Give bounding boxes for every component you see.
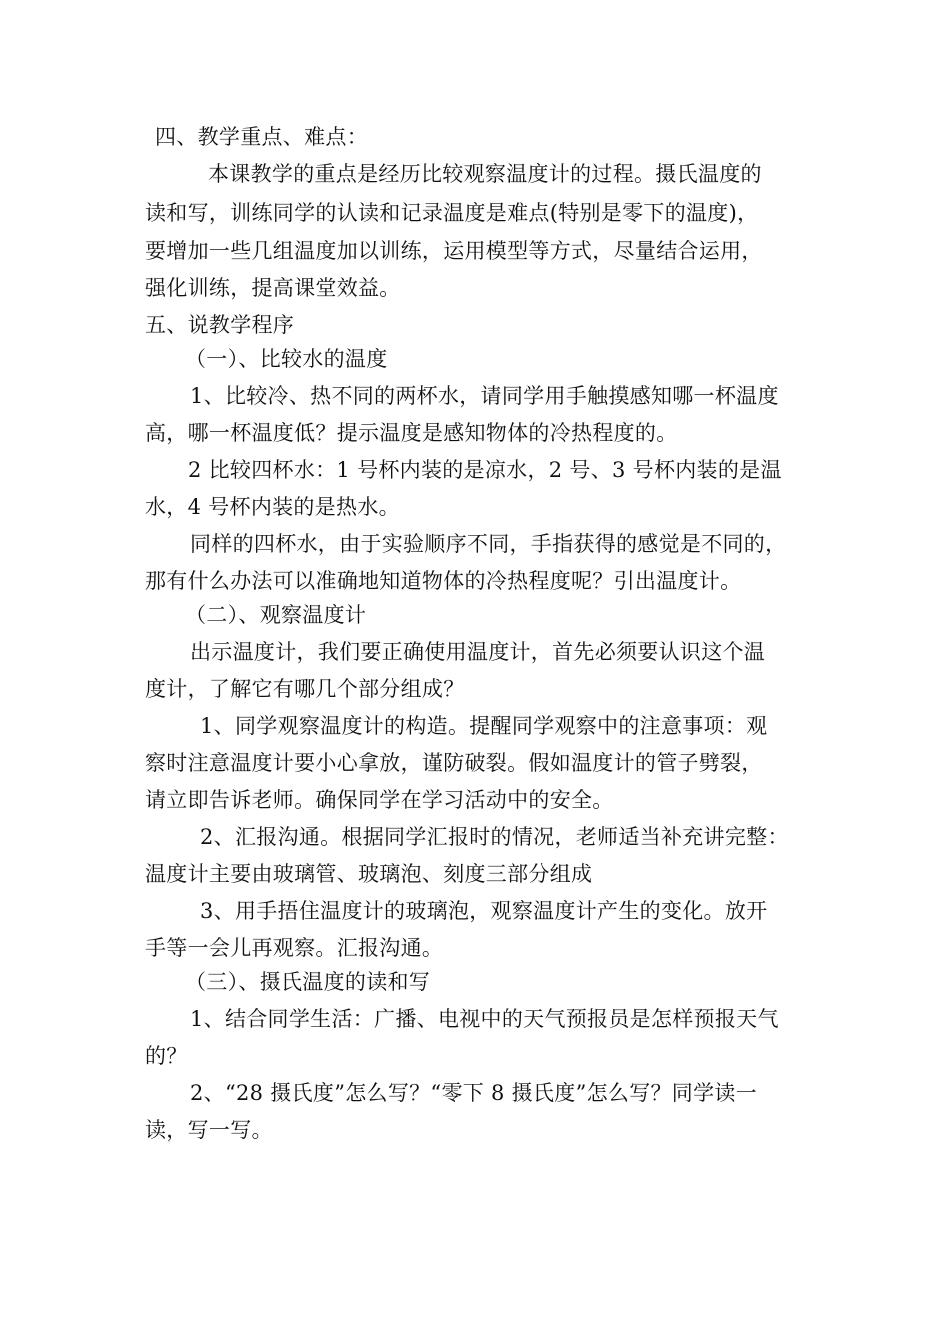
paragraph-line: 2、“28 摄氏度”怎么写？“零下 8 摄氏度”怎么写？同学读一 [190,1081,758,1105]
paragraph-line: 1、结合同学生活：广播、电视中的天气预报员是怎样预报天气 [190,1007,779,1031]
paragraph-line: 要增加一些几组温度加以训练，运用模型等方式，尽量结合运用， [145,239,763,263]
paragraph-line: 察时注意温度计要小心拿放，谨防破裂。假如温度计的管子劈裂， [145,751,763,775]
paragraph-line: 出示温度计，我们要正确使用温度计，首先必须要认识这个温 [190,640,766,664]
paragraph-line: 3、用手捂住温度计的玻璃泡，观察温度计产生的变化。放开 [200,899,768,923]
paragraph-line: 的？ [145,1044,188,1068]
subheading-compare-water: （一）、比较水的温度 [185,347,388,371]
paragraph-line: 2、汇报沟通。根据同学汇报时的情况，老师适当补充讲完整： [200,825,789,849]
paragraph-line: 那有什么办法可以准确地知道物体的冷热程度呢？引出温度计。 [145,569,742,593]
section-heading-key-points: 四、教学重点、难点： [155,125,368,149]
paragraph-line: 请立即告诉老师。确保同学在学习活动中的安全。 [145,788,614,812]
paragraph-line: 手等一会儿再观察。汇报沟通。 [145,936,444,960]
subheading-observe-thermometer: （二）、观察温度计 [185,603,367,627]
paragraph-line: 同样的四杯水，由于实验顺序不同，手指获得的感觉是不同的， [190,532,787,556]
paragraph-line: 本课教学的重点是经历比较观察温度计的过程。摄氏温度的 [208,162,762,186]
paragraph-line: 强化训练，提高课堂效益。 [145,276,401,300]
subheading-celsius-read-write: （三）、摄氏温度的读和写 [185,970,431,994]
paragraph-line: 1、比较冷、热不同的两杯水，请同学用手触摸感知哪一杯温度 [190,384,779,408]
paragraph-line: 读和写，训练同学的认读和记录温度是难点(特别是零下的温度)， [145,201,759,225]
paragraph-line: 1、同学观察温度计的构造。提醒同学观察中的注意事项：观 [200,714,768,738]
paragraph-line: 度计，了解它有哪几个部分组成？ [145,677,465,701]
section-heading-procedure: 五、说教学程序 [145,313,295,337]
paragraph-line: 高，哪一杯温度低？提示温度是感知物体的冷热程度的。 [145,421,678,445]
paragraph-line: 读，写一写。 [145,1118,273,1142]
paragraph-line: 温度计主要由玻璃管、玻璃泡、刻度三部分组成 [145,862,593,886]
paragraph-line: 2 比较四杯水：1 号杯内装的是凉水，2 号、3 号杯内装的是温 [188,458,782,482]
paragraph-line: 水，4 号杯内装的是热水。 [145,495,400,519]
